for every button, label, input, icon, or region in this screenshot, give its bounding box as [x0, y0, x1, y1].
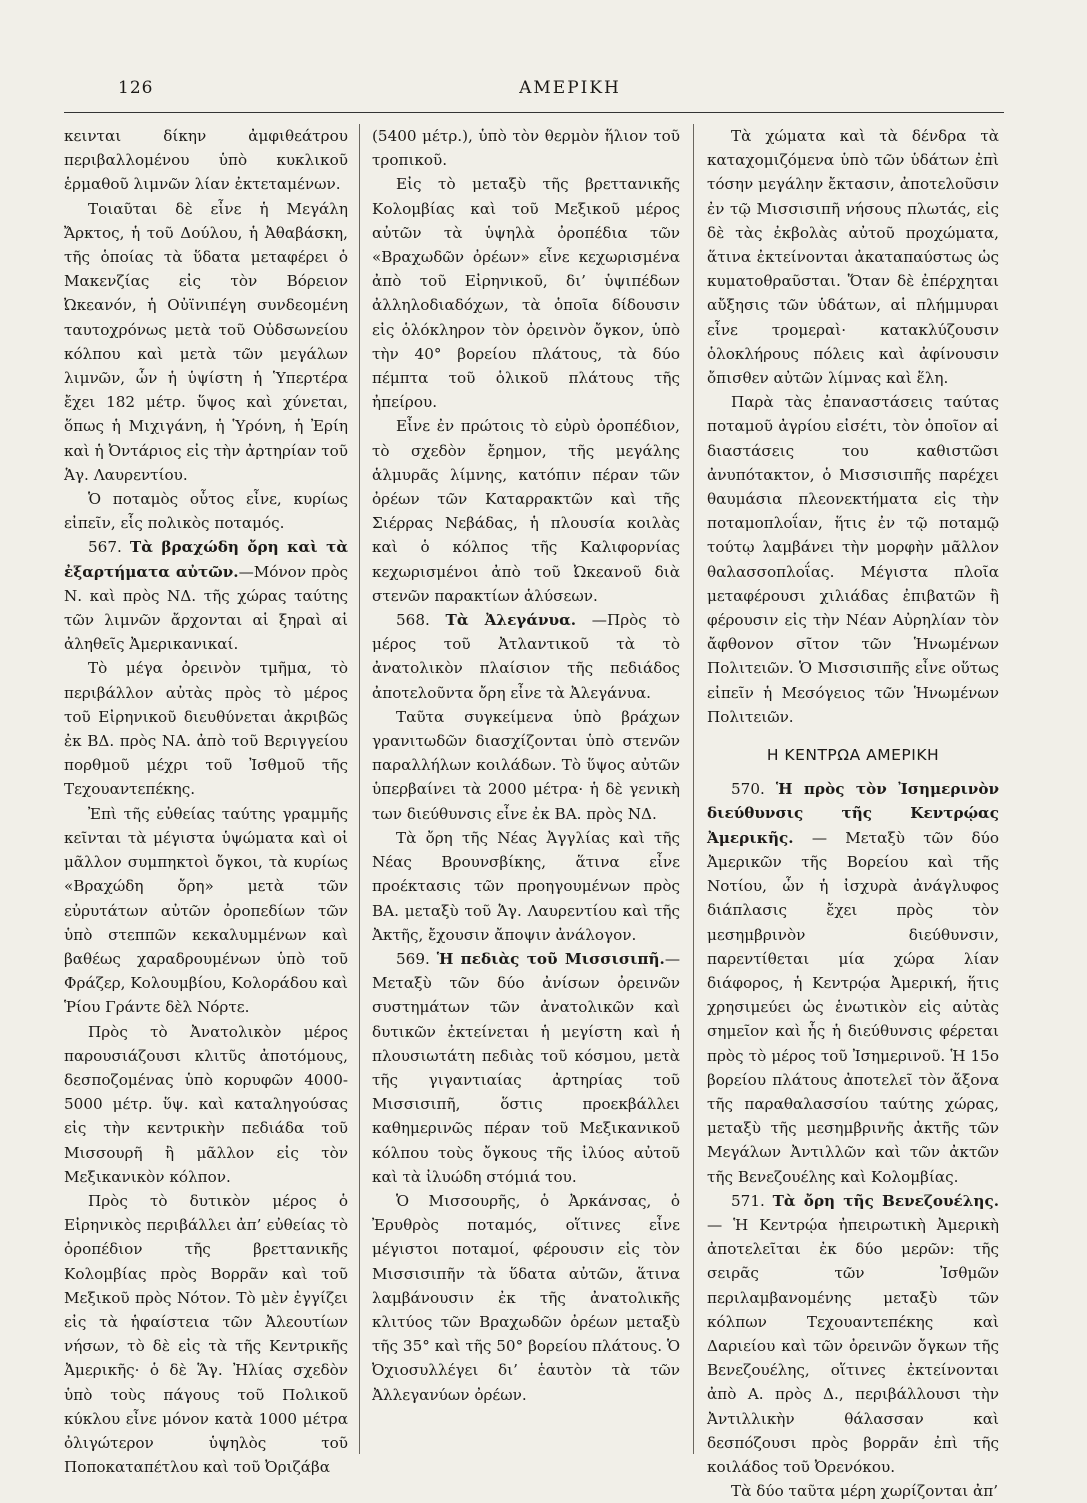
- paragraph: (5400 μέτρ.), ὑπὸ τὸν θερμὸν ἥλιον τοῦ τροπικοῦ.: [372, 127, 680, 170]
- paragraph: Τοιαῦται δὲ εἶνε ἡ Μεγάλη Ἄρκτος, ἡ τοῦ Δούλου, ἡ Ἀθαβάσκη, τῆς ὁποίας τὰ ὕδατα μεταφέρει ὁ Μακενζίας εἰς τὸν Βόρειον Ὠκεανόν, ἡ Οὐϊνιπέγη συνδεομένη ταυτοχρόνως μετὰ τοῦ Οὐδσωνείου κόλπου καὶ μετὰ τῶν μεγάλων λιμνῶν, ὧν ἡ ὑψίστη ἡ Ὑπερτέρα ἔχει 182 μέτρ. ὕψος καὶ χύνεται, ὅπως ἡ Μιχιγάνη, ἡ Ὑρόνη, ἡ Ἐρίη καὶ ἡ Ὀντάριος εἰς τὴν ἀρτηρίαν τοῦ Ἁγ. Λαυρεντίου.: [64, 199, 348, 484]
- column-right: [707, 124, 999, 1503]
- paragraph: Πρὸς τὸ Ἀνατολικὸν μέρος παρουσιάζουσι κλιτῦς ἀποτόμους, δεσποζομένας ὑπὸ κορυφῶν 4000-5000 μέτρ. ὕψ. καὶ καταληγούσας εἰς τὴν κεντρικὴν πεδιάδα τοῦ Μισσουρῆ ἢ μᾶλλον εἰς τὸν Μεξικανικὸν κόλπον.: [64, 1022, 348, 1186]
- section-number: 567.: [88, 538, 122, 557]
- section-heading: Η ΚΕΝΤΡΩΑ ΑΜΕΡΙΚΗ: [766, 746, 940, 765]
- section-text: —Μόνον πρὸς Ν. καὶ πρὸς ΝΔ. τῆς χώρας ταύτης τῶν λιμνῶν ἄρχονται αἱ ξηραὶ αἱ ἀληθεῖς Ἀμερικανικαί.: [64, 562, 348, 654]
- section-title: Ἡ πεδιὰς τοῦ Μισσισιπῆ.: [436, 949, 665, 968]
- section-text: —Πρὸς τὸ μέρος τοῦ Ἀτλαντικοῦ τὰ τὸ ἀνατολικὸν πλαίσιον τῆς πεδιάδος ἀποτελοῦντα ὄρη εἶνε τὰ Ἀλεγάνυα.: [372, 611, 681, 702]
- section-title: Τὰ βραχώδη ὄρη καὶ τὰ ἐξαρτήματα αὐτῶν.: [64, 538, 349, 581]
- paragraph: Τὰ χώματα καὶ τὰ δένδρα τὰ καταχομιζόμενα ὑπὸ τῶν ὑδάτων ἐπὶ τόσην μεγάλην ἔκτασιν, ἀποτελοῦσιν ἐν τῷ Μισσισιπῆ νήσους πλωτάς, εἰς δὲ τὰς ἐκβολὰς αὐτοῦ προχώματα, ἅτινα ἐκτείνονται ἀκαταπαύστως ὡς κυματοθραῦσται. Ὅταν δὲ ἐπέρχηται αὔξησις τῶν ὑδάτων, αἱ πλήμμυραι εἶνε τρομεραὶ· κατακλύζουσιν ὁλοκλήρους πόλεις καὶ ἀφίνουσιν ὄπισθεν αὐτῶν λίμνας καὶ ἕλη.: [707, 127, 999, 388]
- section-text: — Μεταξὺ τῶν δύο Ἀμερικῶν τῆς Βορείου καὶ τῆς Νοτίου, ὧν ἡ ἰσχυρὰ ἀνάγλυφος διάπλασις ἔχει πρὸς τὸν μεσημβρινὸν διεύθυνσιν, παρεντίθεται μία χώρα λίαν διάφορος, ἡ Κεντρῴα Ἀμερική, ἥτις χρησιμεύει ὡς ἑνωτικὸν εἰς αὐτὰς σημεῖον καὶ ἧς ἡ διεύθυνσις φέρεται πρὸς τὸ μέρος τοῦ Ἰσημερινοῦ. Ἡ 15ο βορείου πλάτους ἀποτελεῖ τὸν ἄξονα τῆς παραθαλασσίου ταύτης χώρας, μεταξὺ τῆς μεσημβρινῆς ἀκτῆς τῶν Μεγάλων Ἀντιλλῶν καὶ τῶν ἀκτῶν τῆς Βενεζουέλης καὶ Κολομβίας.: [707, 828, 999, 1186]
- section-number: 569.: [396, 949, 430, 968]
- paragraph: Τὰ ὄρη τῆς Νέας Ἀγγλίας καὶ τῆς Νέας Βρουνσβίκης, ἅτινα εἶνε προέκτασις τῶν προηγουμένων πρὸς ΒΑ. μεταξὺ τοῦ Ἁγ. Λαυρεντίου καὶ τῆς Ἀκτῆς, ἔχουσιν ἄποψιν ἀνάλογον.: [372, 828, 680, 944]
- section-title: Ἡ πρὸς τὸν Ἰσημερινὸν διεύθυνσις τῆς Κεντρῴας Ἀμερικῆς.: [707, 780, 1000, 847]
- section-title: Τὰ Ἀλεγάνυα.: [445, 611, 577, 630]
- section-569: [372, 947, 680, 1189]
- section-number: 570.: [731, 780, 765, 799]
- header-rule: [64, 112, 1004, 113]
- paragraph: Ὁ Μισσουρῆς, ὁ Ἀρκάνσας, ὁ Ἐρυθρὸς ποταμός, οἵτινες εἶνε μέγιστοι ποταμοί, φέρουσιν εἰς τὸν Μισσισιπῆν τὰ ὕδατα αὐτῶν, ἅτινα λαμβάνουσιν ἐκ τῆς ἀνατολικῆς κλιτύος τῶν Βραχωδῶν ὀρέων μεταξὺ τῆς 35° καὶ τῆς 50° βορείου πλάτους. Ὁ Ὀχιοσυλλέγει δι’ ἑαυτὸν τὰ τῶν Ἀλλεγανύων ὀρέων.: [372, 1191, 680, 1404]
- running-head: ΑΜΕΡΙΚΗ: [519, 78, 621, 98]
- section-text: — Ἡ Κεντρῴα ἠπειρωτικὴ Ἀμερικὴ ἀποτελεῖται ἐκ δύο μερῶν: τῆς σειρᾶς τῶν Ἰσθμῶν περιλαμβανομένης μεταξὺ τῶν κόλπων Τεχουαντεπέκης καὶ Δαριείου καὶ τῶν ὀρεινῶν ὄγκων τῆς Βενεζουέλης, οἵτινες ἐκτείνονται ἀπὸ Α. πρὸς Δ., περιβάλλουσι τὴν Ἀντιλλικὴν θάλασσαν καὶ δεσπόζουσι πρὸς βορρᾶν ἐπὶ τῆς κοιλάδος τοῦ Ὀρενόκου.: [707, 1215, 999, 1476]
- page-number: 126: [118, 78, 154, 98]
- section-number: 571.: [731, 1191, 765, 1210]
- paragraph: Παρὰ τὰς ἐπαναστάσεις ταύτας ποταμοῦ ἀγρίου εἰσέτι, τὸν ὁποῖον αἱ διαστάσεις του καθιστῶσι ἀνυπότακτον, ὁ Μισσισιπῆς παρέχει θαυμάσια πλεονεκτήματα εἰς τὴν ποταμοπλοΐαν, ἥτις ἐν τῷ ποταμῷ τούτῳ λαμβάνει τὴν μορφὴν μᾶλλον θαλασσοπλοΐας. Μέγιστα πλοῖα μεταφέρουσι χιλιάδας ἐπιβατῶν ἢ φέρουσιν εἰς τὴν Νέαν Αὐρηλίαν τὸν ἄφθονον σῖτον τῶν Ἡνωμένων Πολιτειῶν. Ὁ Μισσισιπῆς εἶνε οὕτως εἰπεῖν ἡ Μεσόγειος τῶν Ἡνωμένων Πολιτειῶν.: [707, 393, 999, 726]
- section-text: —Μεταξὺ τῶν δύο ἀνίσων ὀρεινῶν συστημάτων τῶν ἀνατολικῶν καὶ δυτικῶν ἐκτείνεται ἡ μεγίστη καὶ ἡ πλουσιωτάτη πεδιὰς τοῦ κόσμου, μετὰ τῆς γιγαντιαίας ἀρτηρίας τοῦ Μισσισιπῆ, ὅστις προεκβάλλει καθημερινῶς πέραν τοῦ Μεξικανικοῦ κόλπου τοὺς ὄγκους τῆς ἰλύος αὐτοῦ καὶ τὰ ἰλυώδη στόμιά του.: [372, 949, 680, 1186]
- section-568: [372, 608, 680, 705]
- paragraph: Πρὸς τὸ δυτικὸν μέρος ὁ Εἰρηνικὸς περιβάλλει ἀπ’ εὐθείας τὸ ὀροπέδιον τῆς βρεττανικῆς Κολομβίας πρὸς Βορρᾶν καὶ τοῦ Μεξικοῦ πρὸς Νότον. Τὸ μὲν ἐγγίζει εἰς τὰ ἡφαίστεια τῶν Ἀλεουτίων νήσων, τὸ δὲ εἰς τὰ τῆς Κεντρικῆς Ἀμερικῆς· ὁ δὲ Ἅγ. Ἠλίας σχεδὸν ὑπὸ τοὺς πάγους τοῦ Πολικοῦ κύκλου εἶνε μόνον κατὰ 1000 μέτρα ὀλιγώτερον ὑψηλὸς τοῦ Ποποκαταπέτλου καὶ τοῦ Ὀριζάβα: [64, 1191, 348, 1477]
- section-number: 568.: [396, 611, 430, 630]
- section-567: [64, 535, 348, 656]
- column-divider-right: [693, 124, 694, 1454]
- paragraph: Εἶνε ἐν πρώτοις τὸ εὐρὺ ὀροπέδιον, τὸ σχεδὸν ἔρημον, τῆς μεγάλης ἁλμυρᾶς λίμνης, κατόπιν πέραν τῶν ὀρέων τῶν Καταρρακτῶν καὶ τῆς Σιέρρας Νεβάδας, ἡ πλουσία κοιλὰς καὶ ὁ κόλπος τῆς Καλιφορνίας κεχωρισμένοι ἀπὸ τοῦ Ὠκεανοῦ διὰ στενῶν παρακτίων ἁλύσεων.: [372, 417, 680, 605]
- paragraph: Ἐπὶ τῆς εὐθείας ταύτης γραμμῆς κεῖνται τὰ μέγιστα ὑψώματα καὶ οἱ μᾶλλον συμπηκτοὶ ὄγκοι, τὰ κυρίως «Βραχώδη ὄρη» μετὰ τῶν εὐρυτάτων αὐτῶν ὀροπεδίων τῶν ὑπὸ στεππῶν κεκαλυμμένων καὶ βαθέως χαραδρουμένων ὑπὸ τοῦ Φράζερ, Κολουμβίου, Κολοράδου καὶ Ῥίου Γράντε δὲλ Νόρτε.: [64, 804, 348, 1017]
- section-570: [707, 777, 999, 1188]
- paragraph: Τὰ δύο ταῦτα μέρη χωρίζονται ἀπ’: [731, 1482, 999, 1501]
- section-571: [707, 1189, 999, 1479]
- paragraph: Ὁ ποταμὸς οὗτος εἶνε, κυρίως εἰπεῖν, εἷς πολικὸς ποταμός.: [64, 490, 348, 533]
- column-divider-left: [359, 124, 360, 1454]
- column-left: [64, 124, 348, 1479]
- paragraph: Ταῦτα συγκείμενα ὑπὸ βράχων γρανιτωδῶν διασχίζονται ὑπὸ στενῶν παραλλήλων κοιλάδων. Τὸ ὕψος αὐτῶν ὑπερβαίνει τὰ 2000 μέτρα· ἡ δὲ γενικὴ των διεύθυνσις εἶνε ἐκ ΒΑ. πρὸς ΝΔ.: [372, 707, 680, 823]
- paragraph: Τὸ μέγα ὀρεινὸν τμῆμα, τὸ περιβάλλον αὐτὰς πρὸς τὸ μέρος τοῦ Εἰρηνικοῦ διευθύνεται ἀκριβῶς ἐκ ΒΔ. πρὸς ΝΑ. ἀπὸ τοῦ Βεριγγείου πορθμοῦ μέχρι τοῦ Ἰσθμοῦ τῆς Τεχουαντεπέκης.: [64, 659, 348, 799]
- section-title: Τὰ ὄρη τῆς Βενεζουέλης.: [772, 1191, 999, 1210]
- column-middle: [372, 124, 680, 1407]
- paragraph: Εἰς τὸ μεταξὺ τῆς βρεττανικῆς Κολομβίας καὶ τοῦ Μεξικοῦ μέρος αὐτῶν τὰ ὑψηλὰ ὀροπέδια τῶν «Βραχωδῶν ὀρέων» εἶνε κεχωρισμένα ἀπὸ τοῦ Εἰρηνικοῦ, δι’ ὑψιπέδων ἀλληλοδιαδόχων, τὰ ὁποῖα δίδουσιν εἰς ὁλόκληρον τὸν ὀρεινὸν ὄγκον, ὑπὸ τὴν 40° βορείου πλάτους, τὰ δύο πέμπτα τοῦ ὁλικοῦ πλάτους τῆς ἠπείρου.: [372, 175, 680, 412]
- paragraph: κεινται δίκην ἀμφιθεάτρου περιβαλλομένου ὑπὸ κυκλικοῦ ἑρμαθοῦ λιμνῶν λίαν ἐκτεταμένων.: [64, 127, 348, 194]
